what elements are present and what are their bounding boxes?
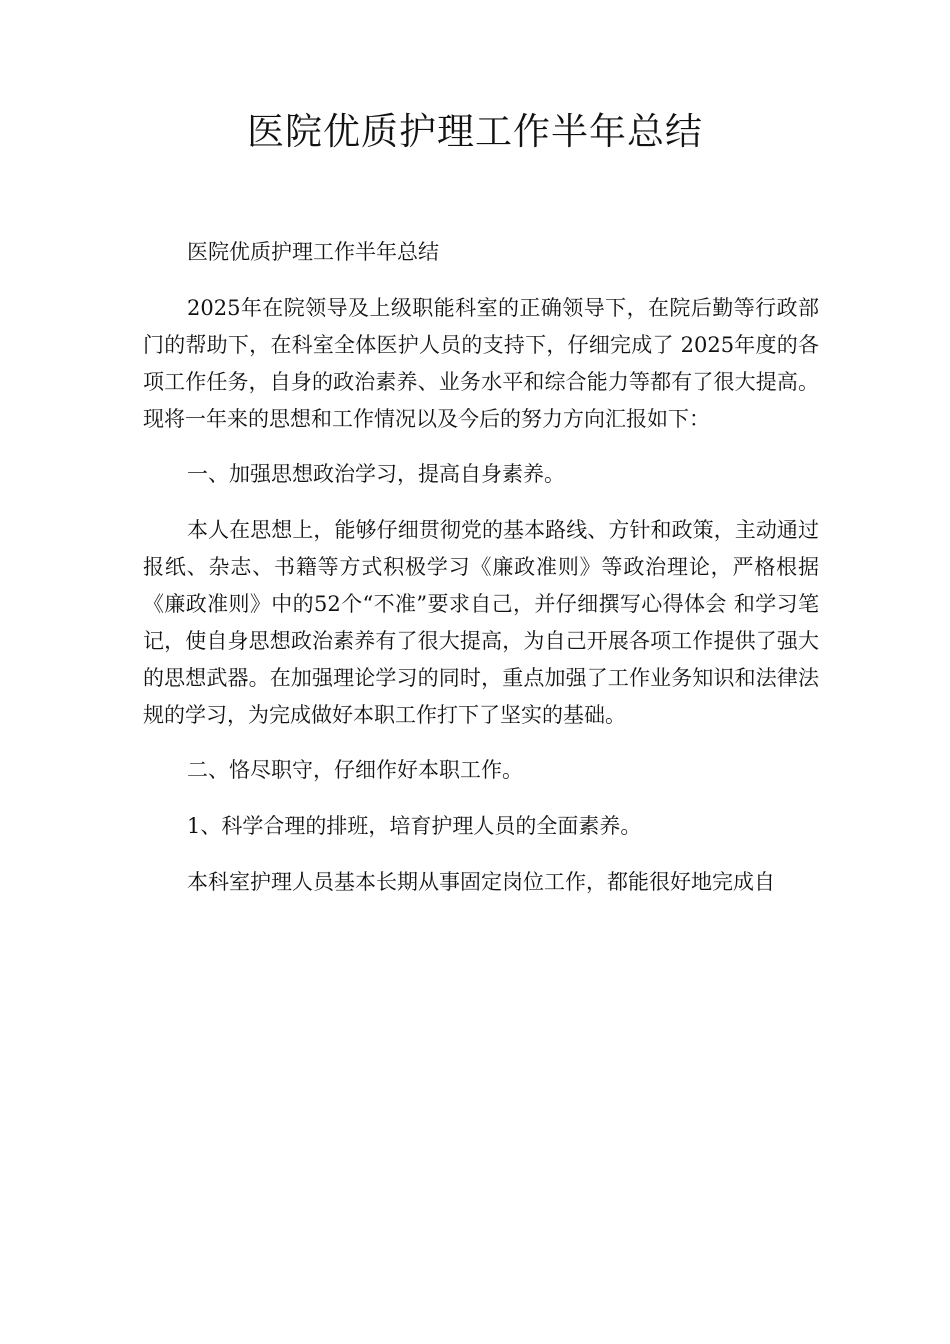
document-body bbox=[143, 234, 819, 919]
paragraph-subtitle: 医院优质护理工作半年总结 bbox=[187, 240, 439, 264]
section-heading-1: 一、加强思想政治学习，提高自身素养。 bbox=[187, 462, 565, 487]
section-heading-2: 二、恪尽职守，仔细作好本职工作。 bbox=[187, 758, 523, 783]
paragraph-intro: 2025年在院领导及上级职能科室的正确领导下，在院后勤等行政部门的帮助下，在科室全体医护人员的支持下，仔细完成了 2025年度的各项工作任务，自身的政治素养、业务水平和综合能力等都有了很大提高。现将一年来的思想和工作情况以及今后的努力方向汇报如下： bbox=[143, 295, 819, 431]
paragraph-political-study: 本人在思想上，能够仔细贯彻党的基本路线、方针和政策，主动通过报纸、杂志、书籍等方式积极学习《廉政准则》等政治理论，严格根据《廉政准则》中的52个“不准”要求自己，并仔细撰写心得体会 和学习笔记，使自身思想政治素养有了很大提高，为自己开展各项工作提供了强大的思想武器。在加强理论学习的同时，重点加强了工作业务知识和法律法规的学习，为完成做好本职工作打下了坚实的基础。 bbox=[143, 517, 819, 727]
paragraph-staffing: 本科室护理人员基本长期从事固定岗位工作，都能很好地完成自 bbox=[187, 869, 775, 894]
subsection-heading-1: 1、科学合理的排班，培育护理人员的全面素养。 bbox=[187, 813, 642, 838]
document-title: 医院优质护理工作半年总结 bbox=[247, 110, 703, 153]
